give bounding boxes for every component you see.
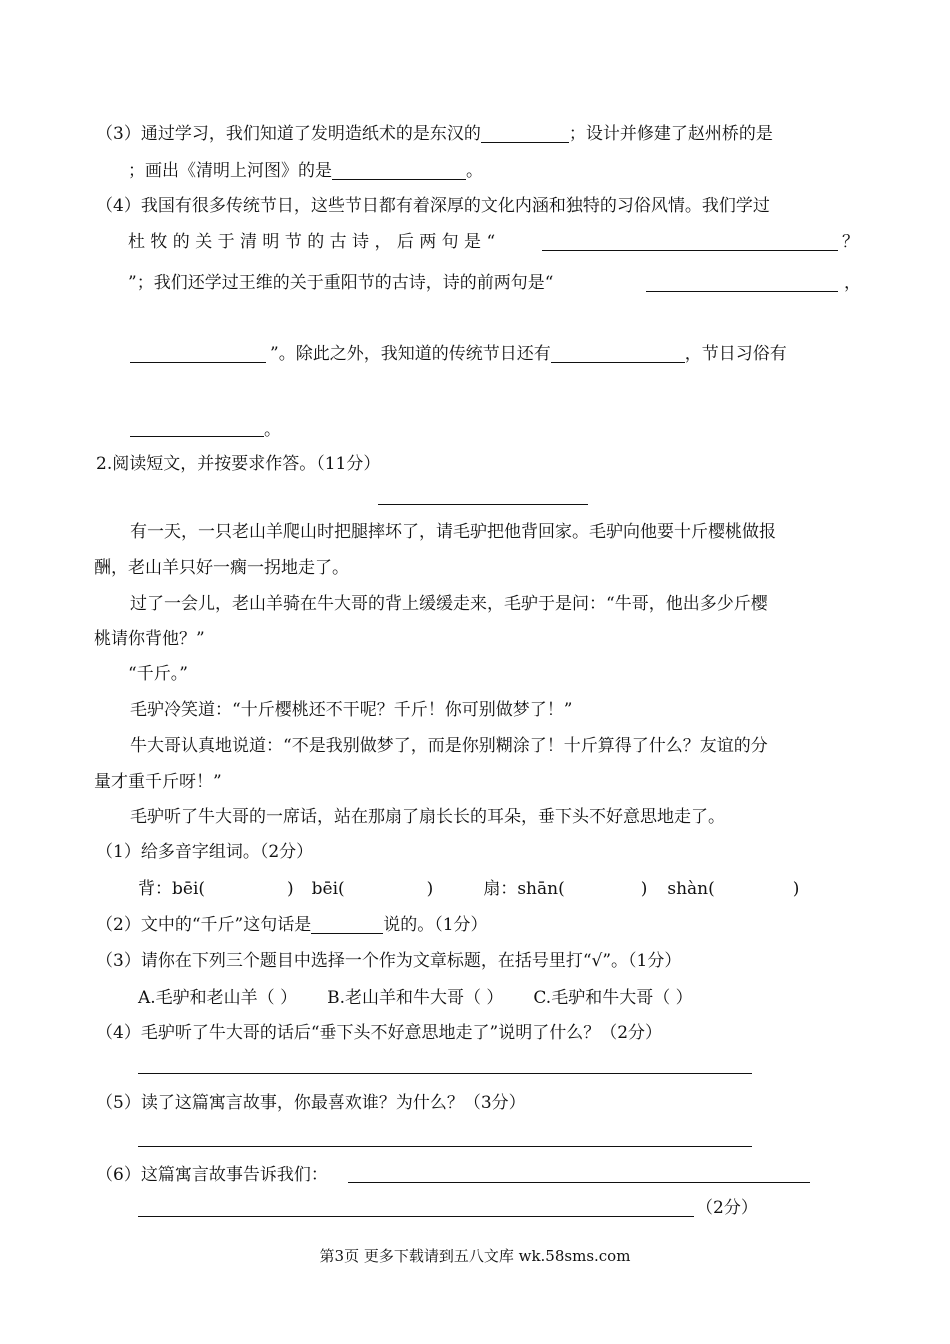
answer-line[interactable] — [138, 1216, 694, 1217]
q4-line3: ”；我们还学过王维的关于重阳节的古诗，诗的前两句是“ — [128, 273, 554, 293]
option-b[interactable]: B.老山羊和牛大哥（ ） — [327, 988, 504, 1008]
passage-line: 量才重千斤呀！” — [94, 772, 222, 792]
q4-line1: （4）我国有很多传统节日，这些节日都有着深厚的文化内涵和独特的习俗风情。我们学过 — [96, 196, 770, 216]
answer-blank[interactable] — [551, 344, 685, 363]
answer-blank[interactable] — [311, 915, 383, 934]
passage-line: 毛驴冷笑道：“十斤樱桃还不干呢？千斤！你可别做梦了！” — [130, 700, 573, 720]
answer-line[interactable] — [138, 1073, 752, 1074]
q4-line2: 杜 牧 的 关 于 清 明 节 的 古 诗 ， 后 两 句 是 “ — [128, 232, 496, 252]
question-3: （3）请你在下列三个题目中选择一个作为文章标题，在括号里打“√”。（1分） — [96, 951, 682, 971]
question-6: （6）这篇寓言故事告诉我们： — [96, 1165, 328, 1185]
question-3-options — [138, 986, 693, 1010]
question-5: （5）读了这篇寓言故事，你最喜欢谁？为什么？（3分） — [96, 1093, 526, 1113]
q4-line2-end: ？ — [842, 232, 859, 252]
section2-heading: 2.阅读短文，并按要求作答。（11分） — [96, 454, 381, 474]
option-c[interactable]: C.毛驴和牛大哥（ ） — [533, 988, 693, 1008]
q4-line4: ”。除此之外，我知道的传统节日还有 ，节日习俗有 — [270, 344, 787, 364]
answer-blank[interactable] — [130, 436, 264, 437]
answer-blank[interactable] — [646, 291, 838, 292]
question-2: （2）文中的“千斤”这句话是 说的。（1分） — [96, 915, 488, 935]
q4-line5: 。 — [264, 420, 281, 440]
q4-line3-end: ， — [844, 273, 861, 293]
q3-line1: （3）通过学习，我们知道了发明造纸术的是东汉的 ；设计并修建了赵州桥的是 — [96, 124, 773, 144]
option-a[interactable]: A.毛驴和老山羊（ ） — [138, 988, 298, 1008]
passage-line: 桃请你背他？” — [94, 629, 205, 649]
passage-line: 毛驴听了牛大哥的一席话，站在那扇了扇长长的耳朵，垂下头不好意思地走了。 — [130, 807, 725, 827]
passage-line: 过了一会儿，老山羊骑在牛大哥的背上缓缓走来，毛驴于是问：“牛哥，他出多少斤樱 — [130, 594, 768, 614]
question-1-items: 背：bēi( ) bēi( ) 扇：shān( ) shàn( ) — [138, 879, 800, 899]
answer-blank[interactable] — [130, 362, 266, 363]
page-footer: 第3页 更多下载请到五八文库 wk.58sms.com — [319, 1247, 631, 1265]
question-4: （4）毛驴听了牛大哥的话后“垂下头不好意思地走了”说明了什么？（2分） — [96, 1023, 663, 1043]
question-1: （1）给多音字组词。（2分） — [96, 842, 314, 862]
answer-line[interactable] — [138, 1146, 752, 1147]
answer-blank[interactable] — [481, 124, 569, 143]
q3-line2: ；画出《清明上河图》的是 。 — [128, 161, 483, 181]
answer-line[interactable] — [348, 1182, 810, 1183]
question-6-score: （2分） — [696, 1198, 758, 1218]
passage-line: “千斤。” — [128, 664, 188, 684]
passage-line: 有一天，一只老山羊爬山时把腿摔坏了，请毛驴把他背回家。毛驴向他要十斤樱桃做报 — [130, 522, 776, 542]
answer-blank[interactable] — [332, 161, 466, 180]
passage-line: 酬，老山羊只好一瘸一拐地走了。 — [94, 558, 349, 578]
title-blank[interactable] — [378, 504, 588, 505]
answer-blank[interactable] — [542, 250, 838, 251]
passage-line: 牛大哥认真地说道：“不是我别做梦了，而是你别糊涂了！十斤算得了什么？友谊的分 — [130, 736, 768, 756]
